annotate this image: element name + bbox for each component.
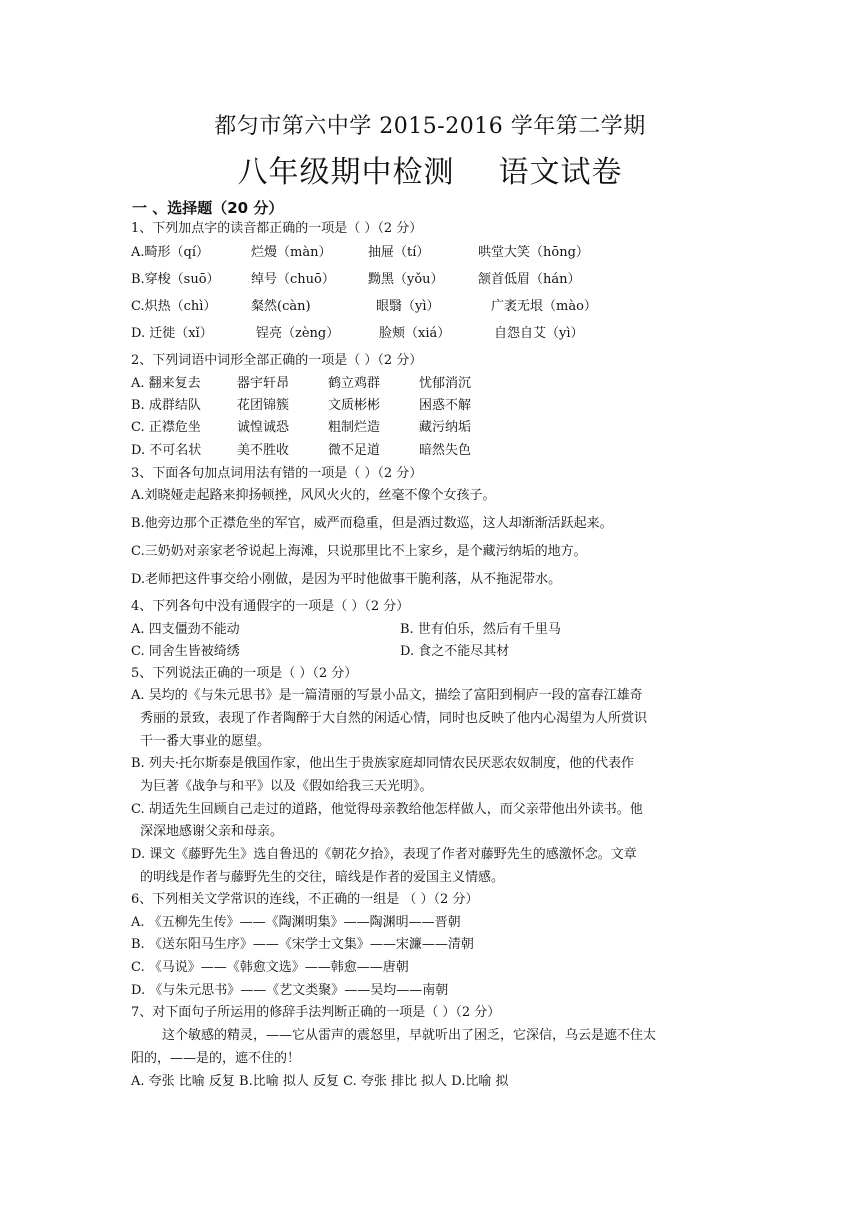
question-5-stem: 5、下列说法正确的一项是（ ）（2 分） [131,666,358,681]
question-5-option-a-line2: 秀丽的景致，表现了作者陶醉于大自然的闲适心情，同时也反映了他内心渴望为人所赏识 [140,711,648,726]
question-7-options: A. 夸张 比喻 反复 B.比喻 拟人 反复 C. 夸张 排比 拟人 D.比喻 拟 [131,1074,509,1089]
question-5-option-d-line2: 的明线是作者与藤野先生的交往，暗线是作者的爱国主义情感。 [140,870,505,885]
question-2-option-b: B. 成群结队 花团锦簇 文质彬彬 困惑不解 [131,398,472,413]
question-6-option-d: D. 《与朱元思书》——《艺文类聚》——吴均——南朝 [131,983,449,998]
question-1-stem: 1、下列加点字的读音都正确的一项是（ ）（2 分） [131,221,423,236]
question-6-option-a: A. 《五柳先生传》——《陶渊明集》——陶渊明——晋朝 [131,915,461,930]
question-7-passage-line1: 这个敏感的精灵，——它从雷声的震怒里，早就听出了困乏，它深信，乌云是遮不住太 [162,1028,657,1043]
question-2-option-a: A. 翻来复去 器宇轩昂 鹤立鸡群 忧郁消沉 [131,376,472,391]
question-2-option-c: C. 正襟危坐 诚惶诚恐 粗制烂造 藏污纳垢 [131,420,472,435]
question-6-stem: 6、下列相关文学常识的连线，不正确的一组是 （ ）（2 分） [131,892,479,907]
question-4-option-a: A. 四支僵劲不能动 [131,622,240,637]
question-4-option-d: D. 食之不能尽其材 [400,644,510,659]
question-5-option-d-line1: D. 课文《藤野先生》选自鲁迅的《朝花夕拾》，表现了作者对藤野先生的感激怀念。文章 [131,847,637,862]
question-7-passage-line2: 阳的，——是的，遮不住的！ [131,1051,301,1066]
question-3-option-a: A.刘晓娅走起路来抑扬顿挫，风风火火的，丝毫不像个女孩子。 [131,488,496,503]
question-4-option-b: B. 世有伯乐，然后有千里马 [400,622,561,637]
exam-title-line2 [0,152,860,194]
exam-title-line1: 都匀市第六中学 2015-2016 学年第二学期 [214,114,646,139]
question-5-option-b-line1: B. 列夫·托尔斯泰是俄国作家，他出生于贵族家庭却同情农民厌恶农奴制度，他的代表作 [131,756,634,771]
question-5-option-c-line2: 深深地感谢父亲和母亲。 [140,824,284,839]
question-4-option-c: C. 同舍生皆被绮绣 [131,644,240,659]
question-5-option-c-line1: C. 胡适先生回顾自己走过的道路，他觉得母亲教给他怎样做人，而父亲带他出外读书。他 [131,802,643,817]
exam-subject-title: 语文试卷 [498,155,623,190]
question-2-option-d: D. 不可名状 美不胜收 微不足道 暗然失色 [131,443,472,458]
question-3-option-b: B.他旁边那个正襟危坐的军官，威严而稳重，但是酒过数巡，这人却渐渐活跃起来。 [131,516,613,531]
question-5-option-b-line2: 为巨著《战争与和平》以及《假如给我三天光明》。 [140,779,433,794]
question-4-stem: 4、下列各句中没有通假字的一项是（ ）（2 分） [131,599,410,614]
question-5-option-a-line3: 干一番大事业的愿望。 [140,734,271,749]
question-2-stem: 2、下列词语中词形全部正确的一项是（ ）（2 分） [131,353,423,368]
question-1-option-c: C.炽热（chì） 粲然(càn) 眼翳（yì） 广袤无垠（mào） [131,299,597,314]
question-6-option-c: C. 《马说》——《韩愈文选》——韩愈——唐朝 [131,960,409,975]
question-3-stem: 3、下面各句加点词用法有错的一项是（ ）（2 分） [131,466,423,481]
question-1-option-b: B.穿梭（suō） 绰号（chuō） 黝黑（yǒu） 颔首低眉（hán） [131,272,581,287]
question-5-option-a-line1: A. 吴均的《与朱元思书》是一篇清丽的写景小品文，描绘了富阳到桐庐一段的富春江雄奇 [131,688,643,703]
section-heading: 一 、选择题（20 分） [132,199,284,217]
question-1-option-d: D. 迁徙（xǐ） 锃亮（zèng） 脸颊（xiá） 自怨自艾（yì） [131,326,584,341]
question-1-option-a: A.畸形（qí） 烂熳（màn） 抽屉（tí） 哄堂大笑（hōng） [131,245,589,260]
exam-grade-title: 八年级期中检测 [237,155,455,190]
question-6-option-b: B. 《送东阳马生序》——《宋学士文集》——宋濂——清朝 [131,937,474,952]
question-3-option-c: C.三奶奶对亲家老爷说起上海滩，只说那里比不上家乡，是个藏污纳垢的地方。 [131,544,587,559]
question-3-option-d: D.老师把这件事交给小刚做，是因为平时他做事干脆利落，从不拖泥带水。 [131,572,562,587]
question-7-stem: 7、对下面句子所运用的修辞手法判断正确的一项是（ ）（2 分） [131,1005,501,1020]
